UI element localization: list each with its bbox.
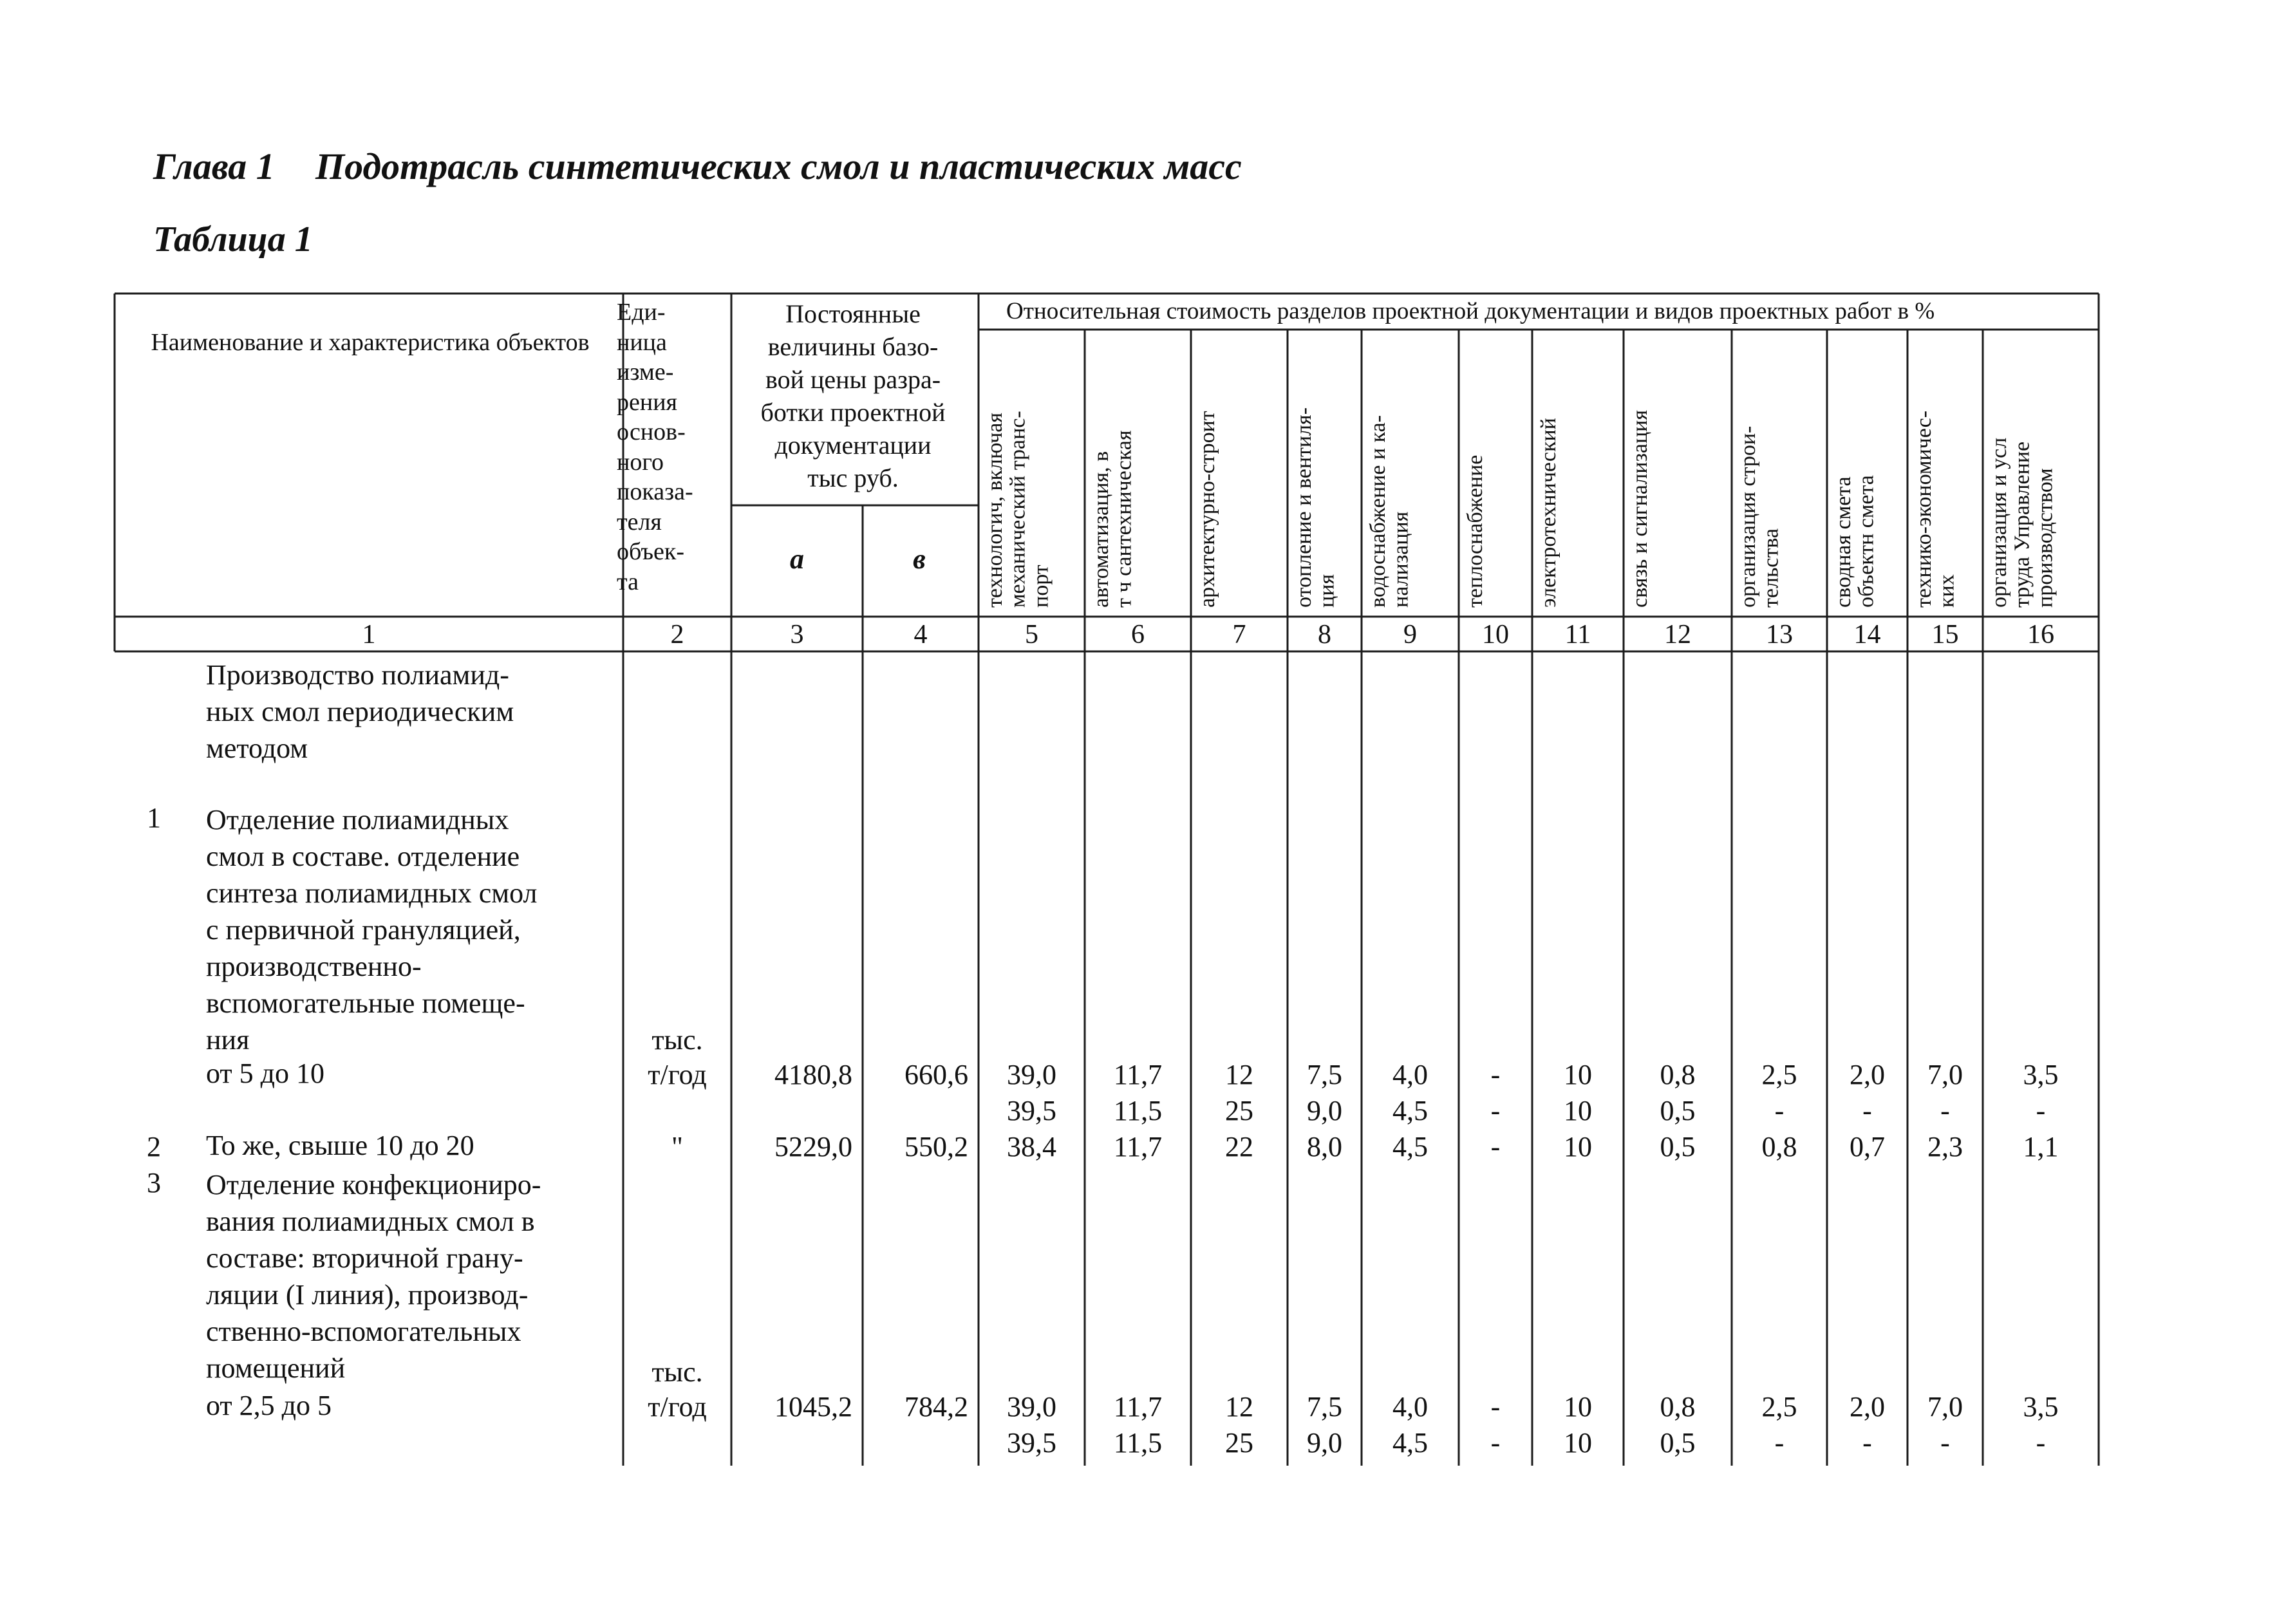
group-title: [206, 657, 599, 767]
header-line: величины базо-: [767, 332, 939, 361]
row-range: от 2,5 до 5: [206, 1390, 332, 1421]
value-cell: 10: [1564, 1059, 1592, 1090]
column-number: 3: [790, 620, 804, 649]
row-number: 3: [147, 1167, 161, 1199]
column-number: 9: [1403, 620, 1417, 649]
row-description: [206, 801, 599, 1058]
value-cell: 7,0: [1927, 1059, 1963, 1090]
value-cell: -: [1940, 1427, 1950, 1459]
column-number: 7: [1232, 620, 1246, 649]
row-range: от 5 до 10: [206, 1058, 325, 1089]
value-b-cell: 550,2: [904, 1131, 968, 1162]
header-line: вой цены разра-: [765, 365, 941, 394]
description-line: ния: [206, 1024, 250, 1056]
header-constant-prices: [734, 297, 972, 494]
value-cell: -: [1862, 1095, 1872, 1126]
value-cell: -: [1490, 1095, 1501, 1126]
chapter-heading: [153, 145, 1242, 188]
section-header: теплоснабжение: [1463, 454, 1487, 608]
value-cell: 3,5: [2023, 1059, 2059, 1090]
header-line: объек-: [617, 538, 685, 565]
value-cell: 11,7: [1113, 1391, 1163, 1423]
column-number: 1: [362, 620, 376, 649]
header-line: ница: [617, 328, 667, 356]
section-header: организация строи- тельства: [1736, 425, 1783, 608]
column-number: 16: [2027, 620, 2054, 649]
column-number: 8: [1318, 620, 1331, 649]
value-cell: 2,0: [1850, 1059, 1885, 1090]
value-cell: -: [2036, 1427, 2046, 1459]
section-header: технологич, включая механический транс- порт: [983, 411, 1053, 608]
column-number: 10: [1482, 620, 1509, 649]
header-line: показа-: [617, 478, 693, 505]
value-cell: 39,0: [1007, 1391, 1056, 1423]
section-header: сводная смета объектн смета: [1832, 475, 1879, 608]
value-a-cell: 5229,0: [774, 1131, 852, 1162]
value-cell: 7,5: [1307, 1059, 1342, 1090]
header-line: теля: [617, 508, 662, 536]
row-range: То же, свыше 10 до 20: [206, 1130, 474, 1161]
table-label: Таблица 1: [153, 219, 313, 259]
value-cell: 1,1: [2023, 1131, 2059, 1162]
value-cell: 38,4: [1007, 1131, 1056, 1162]
value-cell: 0,5: [1660, 1131, 1696, 1162]
value-cell: 25: [1225, 1095, 1253, 1126]
description-line: смол в составе. отделение: [206, 841, 520, 872]
value-cell: -: [1862, 1427, 1872, 1459]
description-line: с первичной грануляцией,: [206, 914, 521, 946]
value-cell: -: [1774, 1095, 1785, 1126]
value-cell: -: [1490, 1427, 1501, 1459]
description-line: синтеза полиамидных смол: [206, 877, 538, 909]
description-line: составе: вторичной грану-: [206, 1242, 523, 1274]
description-line: вспомогательные помеще-: [206, 987, 525, 1019]
value-cell: 4,0: [1392, 1391, 1428, 1423]
description-line: Отделение полиамидных: [206, 804, 509, 835]
value-cell: 0,5: [1660, 1095, 1696, 1126]
header-relative-cost: Относительная стоимость разделов проектной документации и видов проектных работ в %: [1006, 298, 1935, 324]
value-b-cell: 784,2: [904, 1391, 968, 1423]
header-line: основ-: [617, 418, 686, 445]
unit-cell: ": [671, 1131, 683, 1162]
value-cell: 11,7: [1113, 1059, 1163, 1090]
value-cell: 4,5: [1392, 1131, 1428, 1162]
value-a-cell: 4180,8: [774, 1059, 852, 1090]
value-cell: 7,5: [1307, 1391, 1342, 1423]
value-cell: 11,5: [1113, 1095, 1163, 1126]
value-cell: 0,8: [1761, 1131, 1797, 1162]
value-cell: 4,5: [1392, 1095, 1428, 1126]
section-header: электротехнический: [1537, 418, 1560, 608]
header-col-a: а: [790, 543, 804, 575]
value-cell: 10: [1564, 1095, 1592, 1126]
description-line: ляции (I линия), производ-: [206, 1279, 529, 1311]
value-cell: 3,5: [2023, 1391, 2059, 1423]
unit-cell: т/год: [648, 1391, 707, 1423]
value-cell: 10: [1564, 1391, 1592, 1423]
description-line: производственно-: [206, 951, 422, 982]
header-line: Постоянные: [785, 299, 921, 328]
header-line: ного: [617, 448, 664, 476]
header-line: Еди-: [617, 299, 666, 326]
chapter-label: Глава 1: [153, 145, 275, 187]
value-cell: 9,0: [1307, 1427, 1342, 1459]
unit-cell: т/год: [648, 1059, 707, 1090]
section-header: водоснабжение и ка- нализация: [1366, 415, 1413, 608]
header-col-b: в: [913, 543, 926, 575]
description-line: помещений: [206, 1352, 346, 1384]
section-header: связь и сигнализация: [1628, 410, 1652, 608]
value-cell: 0,7: [1850, 1131, 1885, 1162]
description-line: вания полиамидных смол в: [206, 1206, 535, 1237]
value-cell: 10: [1564, 1427, 1592, 1459]
value-cell: 39,5: [1007, 1095, 1056, 1126]
value-cell: 39,5: [1007, 1427, 1056, 1459]
value-cell: 11,7: [1113, 1131, 1163, 1162]
header-line: документации: [774, 431, 932, 460]
value-cell: 2,5: [1761, 1391, 1797, 1423]
value-cell: 4,0: [1392, 1059, 1428, 1090]
header-line: ботки проектной: [760, 398, 946, 427]
description-line: ных смол периодическим: [206, 696, 514, 727]
column-number: 12: [1664, 620, 1691, 649]
column-number: 6: [1131, 620, 1145, 649]
unit-cell: тыс.: [651, 1356, 703, 1388]
row-number: 2: [147, 1131, 161, 1162]
value-cell: -: [1490, 1391, 1501, 1423]
value-cell: 12: [1225, 1059, 1253, 1090]
column-number: 2: [670, 620, 684, 649]
value-cell: -: [1774, 1427, 1785, 1459]
column-number: 11: [1564, 620, 1591, 649]
column-number: 13: [1766, 620, 1793, 649]
value-cell: 2,0: [1850, 1391, 1885, 1423]
value-cell: 4,5: [1392, 1427, 1428, 1459]
section-header: технико-экономичес- ких: [1912, 410, 1959, 608]
header-line: та: [617, 568, 639, 595]
value-cell: 12: [1225, 1391, 1253, 1423]
section-header: отопление и вентиля- ция: [1292, 407, 1339, 608]
column-number: 14: [1853, 620, 1881, 649]
value-cell: 22: [1225, 1131, 1253, 1162]
value-cell: 2,5: [1761, 1059, 1797, 1090]
header-line: тыс руб.: [807, 463, 899, 492]
value-cell: 39,0: [1007, 1059, 1056, 1090]
value-cell: -: [1940, 1095, 1950, 1126]
description-line: Отделение конфекциониро-: [206, 1169, 541, 1200]
value-cell: 8,0: [1307, 1131, 1342, 1162]
chapter-title: Подотрасль синтетических смол и пластических масс: [315, 145, 1242, 187]
value-cell: -: [2036, 1095, 2046, 1126]
header-line: рения: [617, 388, 678, 416]
value-cell: -: [1490, 1131, 1501, 1162]
value-cell: 0,5: [1660, 1427, 1696, 1459]
header-name: Наименование и характеристика объектов: [151, 329, 590, 356]
description-line: ственно-вспомогательных: [206, 1316, 521, 1347]
value-cell: 0,8: [1660, 1059, 1696, 1090]
value-cell: 9,0: [1307, 1095, 1342, 1126]
description-line: методом: [206, 733, 308, 764]
value-cell: 2,3: [1927, 1131, 1963, 1162]
value-cell: 25: [1225, 1427, 1253, 1459]
header-line: изме-: [617, 359, 674, 386]
column-number: 5: [1025, 620, 1038, 649]
column-number: 15: [1931, 620, 1959, 649]
value-a-cell: 1045,2: [774, 1391, 852, 1423]
value-cell: 10: [1564, 1131, 1592, 1162]
value-cell: 7,0: [1927, 1391, 1963, 1423]
value-b-cell: 660,6: [904, 1059, 968, 1090]
column-number: 4: [914, 620, 928, 649]
row-description: [206, 1166, 599, 1386]
section-header: автоматизация, в т ч сантехническая: [1089, 430, 1136, 608]
row-number: 1: [147, 802, 161, 834]
description-line: Производство полиамид-: [206, 659, 509, 691]
section-header: архитектурно-строит: [1195, 411, 1219, 608]
value-cell: 0,8: [1660, 1391, 1696, 1423]
value-cell: -: [1490, 1059, 1501, 1090]
unit-cell: тыс.: [651, 1024, 703, 1056]
value-cell: 11,5: [1113, 1427, 1163, 1459]
section-header: организация и усл труда Управление производством: [1987, 437, 2057, 608]
header-unit: [617, 297, 700, 597]
